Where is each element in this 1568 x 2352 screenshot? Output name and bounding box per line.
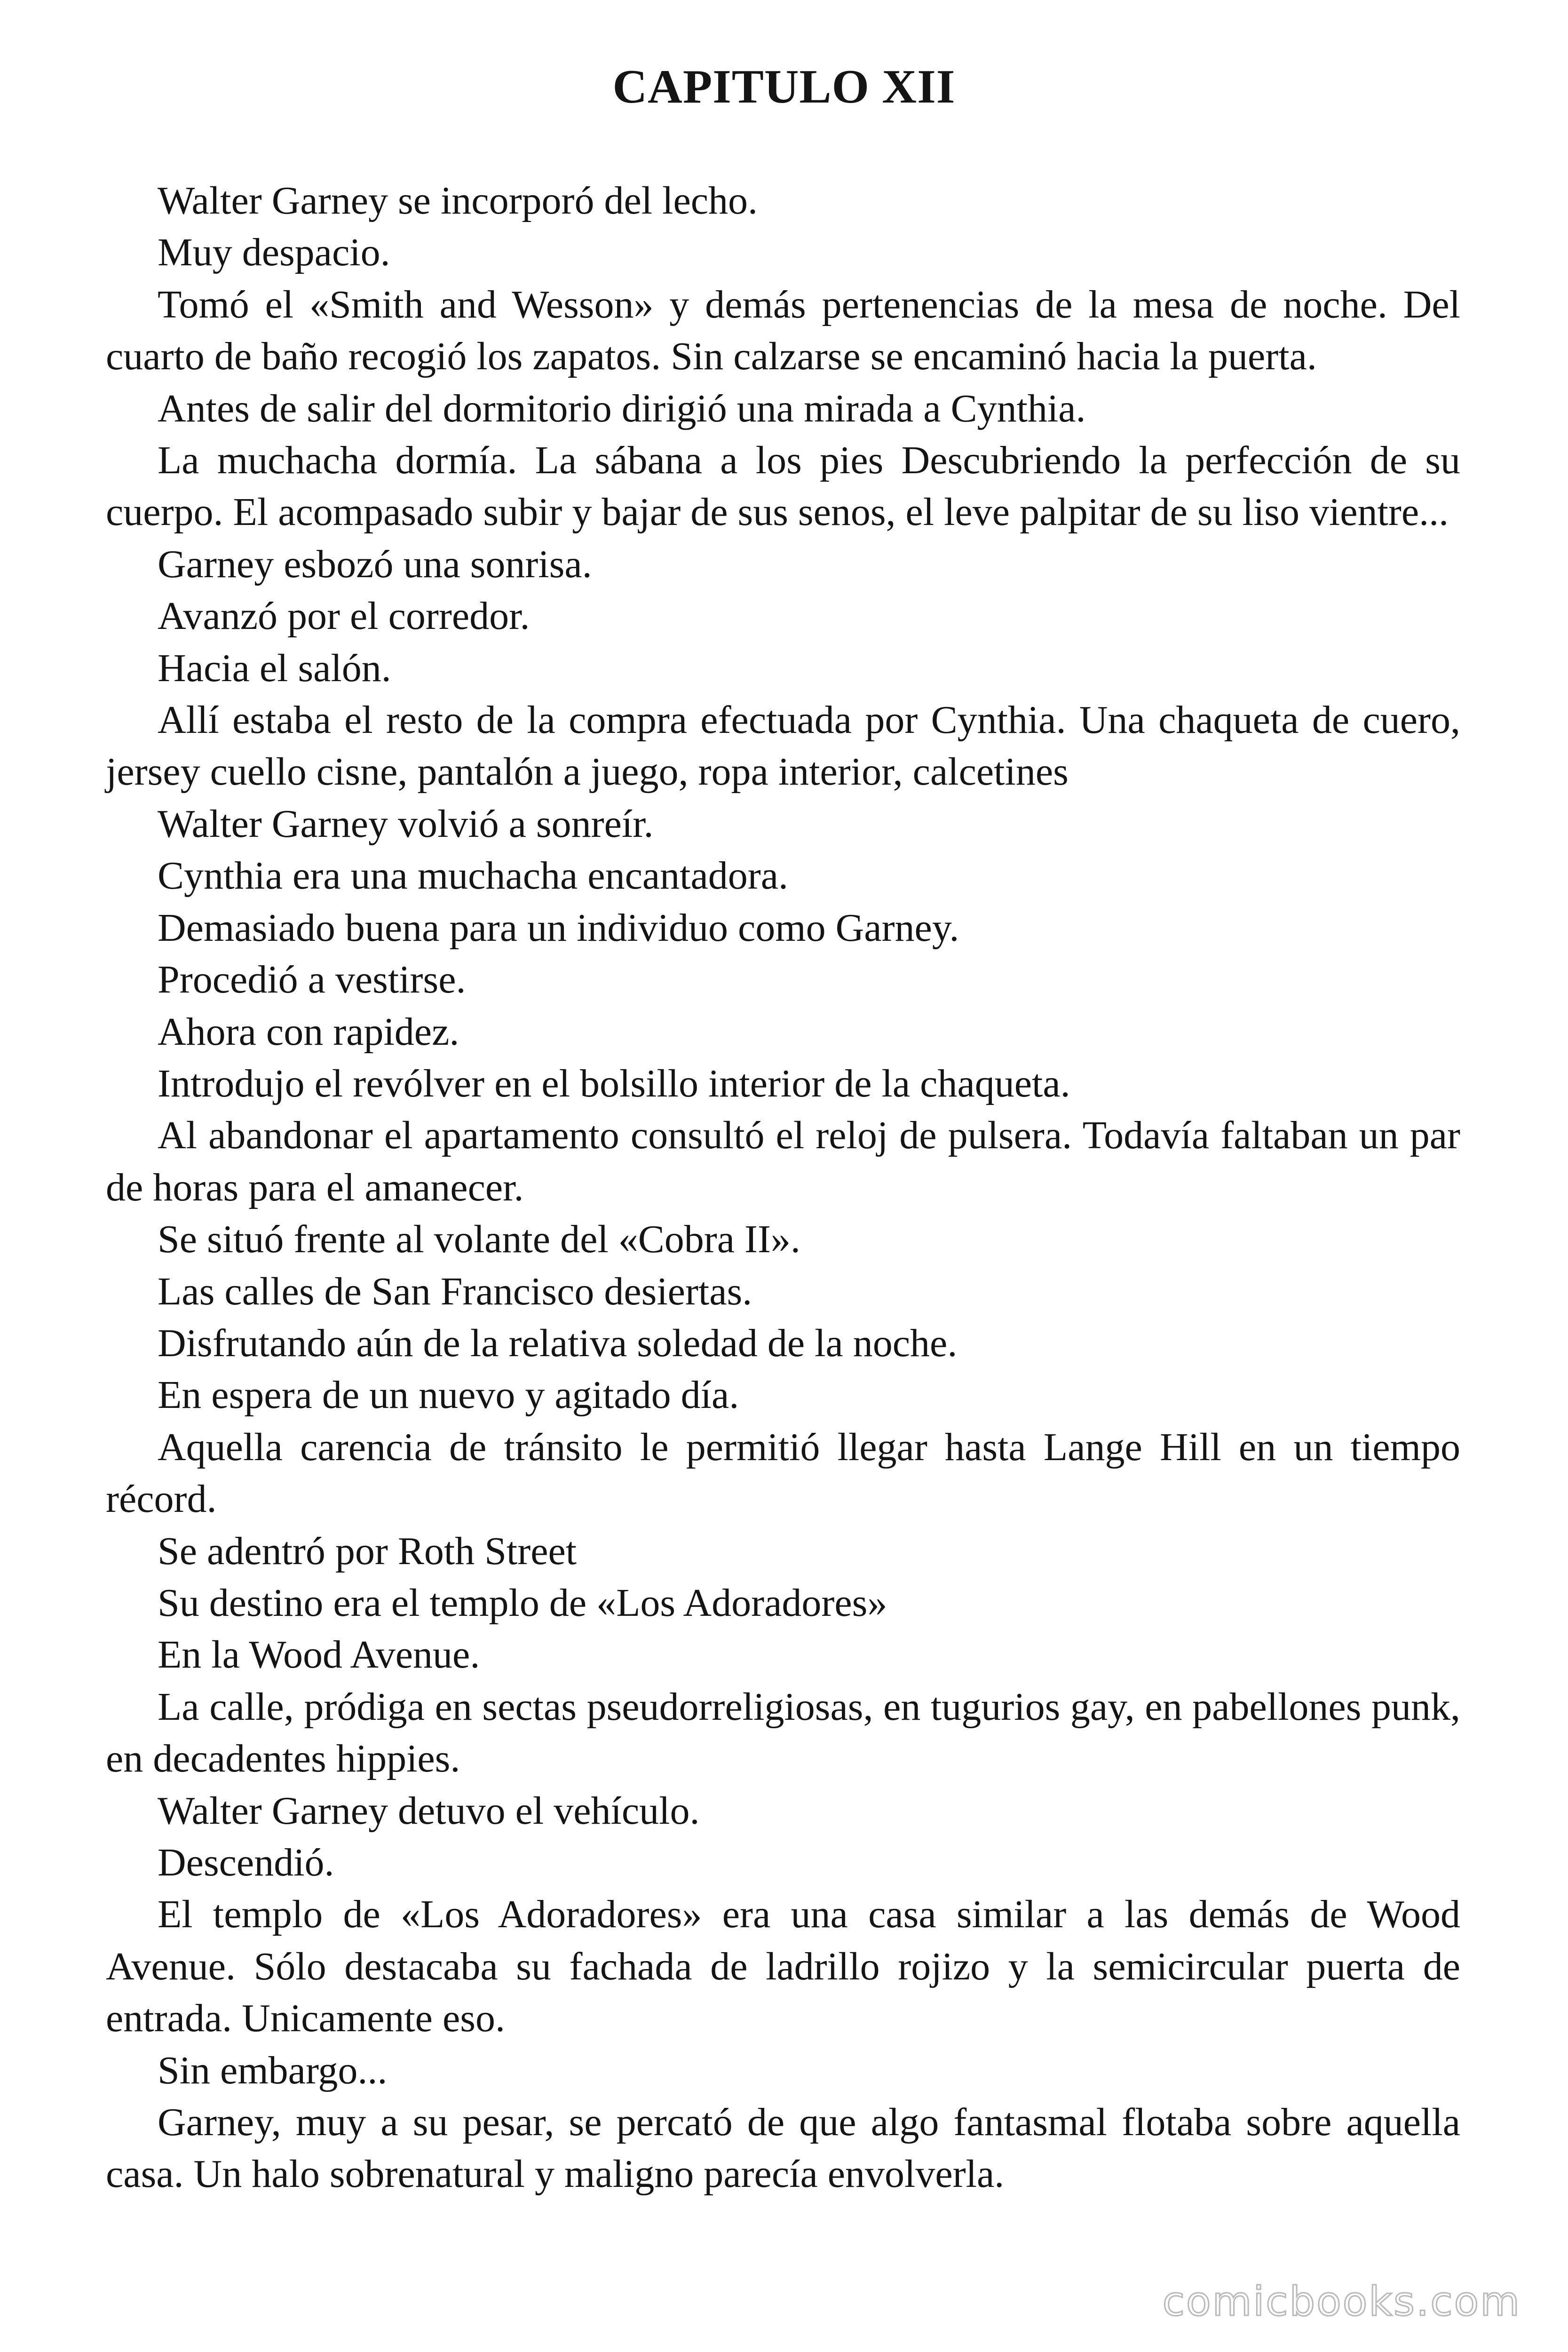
paragraph: El templo de «Los Adoradores» era una casa similar a las demás de Wood Avenue. Sólo destacaba su fachada de ladrillo rojizo y la semicircular puerta de entrada. Unicamente eso. [106, 1892, 1460, 2041]
paragraph: Allí estaba el resto de la compra efectuada por Cynthia. Una chaqueta de cuero, jersey cuello cisne, pantalón a juego, ropa interior, calcetines [106, 698, 1460, 794]
paragraph: La calle, pródiga en sectas pseudorreligiosas, en tugurios gay, en pabellones punk, en decadentes hippies. [106, 1685, 1460, 1781]
paragraph: Ahora con rapidez. [158, 1009, 459, 1054]
paragraph: Aquella carencia de tránsito le permitió llegar hasta Lange Hill en un tiempo récord. [106, 1425, 1460, 1521]
paragraph: Walter Garney se incorporó del lecho. [158, 179, 758, 222]
paragraph: Se situó frente al volante del «Cobra II». [158, 1217, 800, 1262]
paragraph: Descendió. [158, 1841, 334, 1884]
paragraph: Walter Garney volvió a sonreír. [158, 802, 654, 846]
paragraph: Las calles de San Francisco desiertas. [158, 1269, 752, 1313]
paragraph: Su destino era el templo de «Los Adoradores» [158, 1581, 887, 1625]
paragraph: Introdujo el revólver en el bolsillo interior de la chaqueta. [158, 1061, 1070, 1105]
paragraph: Al abandonar el apartamento consultó el reloj de pulsera. Todavía faltaban un par de horas para el amanecer. [106, 1113, 1460, 1209]
paragraph: Cynthia era una muchacha encantadora. [158, 854, 789, 898]
paragraph: Disfrutando aún de la relativa soledad de la noche. [158, 1321, 958, 1365]
paragraph: Se adentró por Roth Street [158, 1529, 577, 1573]
paragraph: Garney, muy a su pesar, se percató de que algo fantasmal flotaba sobre aquella casa. Un halo sobrenatural y maligno parecía envolverla. [106, 2100, 1460, 2196]
paragraph: Tomó el «Smith and Wesson» y demás pertenencias de la mesa de noche. Del cuarto de baño recogió los zapatos. Sin calzarse se encaminó hacia la puerta. [106, 282, 1460, 379]
paragraph: En espera de un nuevo y agitado día. [158, 1373, 739, 1417]
paragraph: La muchacha dormía. La sábana a los pies Descubriendo la perfección de su cuerpo. El acompasado subir y bajar de sus senos, el leve palpitar de su liso vientre... [106, 438, 1460, 534]
paragraph: Procedió a vestirse. [158, 958, 466, 1002]
paragraph: Avanzó por el corredor. [158, 594, 530, 638]
paragraph: Muy despacio. [158, 230, 390, 275]
watermark: comicbooks.com [1162, 2278, 1521, 2325]
paragraph: Sin embargo... [158, 2048, 388, 2092]
paragraph: Demasiado buena para un individuo como Garney. [158, 906, 959, 950]
chapter-title: CAPITULO XII [612, 60, 956, 113]
paragraph: Garney esbozó una sonrisa. [158, 542, 592, 586]
paragraph: En la Wood Avenue. [158, 1633, 480, 1677]
chapter-body [106, 175, 1460, 2201]
paragraph: Walter Garney detuvo el vehículo. [158, 1788, 700, 1833]
paragraph: Hacia el salón. [158, 646, 391, 690]
paragraph: Antes de salir del dormitorio dirigió una mirada a Cynthia. [158, 386, 1086, 430]
